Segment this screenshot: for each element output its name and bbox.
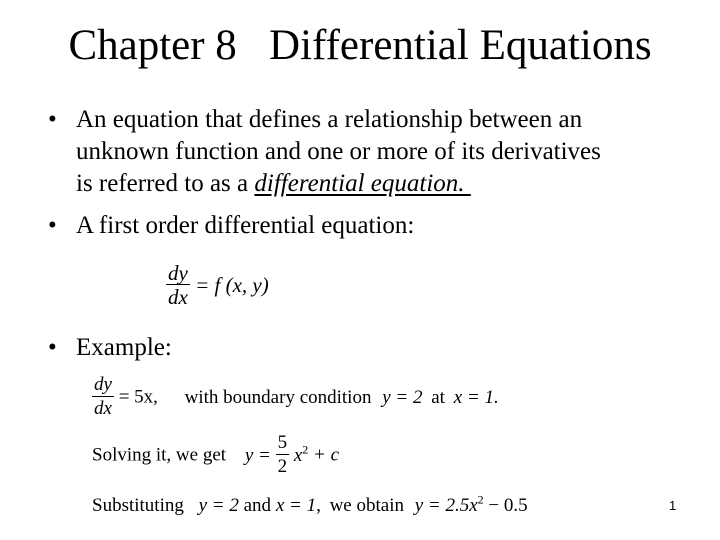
- substitute-x: x = 1,: [275, 495, 321, 516]
- fraction-denominator: dx: [94, 398, 112, 419]
- bullet-line: [76, 168, 696, 200]
- solving-label: Solving it, we get: [92, 444, 227, 466]
- example-line-2: [92, 432, 339, 479]
- bullet-marker: •: [48, 106, 57, 133]
- bullet-line: An equation that defines a relationship between an: [76, 106, 583, 133]
- boundary-y: y = 2: [382, 386, 423, 408]
- fraction-denominator: 2: [277, 456, 288, 477]
- slide-title: Chapter 8 Differential Equations: [68, 22, 652, 69]
- example-line-3: [92, 492, 528, 517]
- result-exponent: 2: [477, 492, 484, 507]
- solution-constant: + c: [313, 444, 340, 466]
- bullet-definition: [76, 104, 696, 200]
- and-word: and: [243, 495, 272, 516]
- fraction-numerator: 5: [277, 432, 288, 453]
- bullet-example: Example:: [76, 334, 172, 361]
- equation-rhs: = f (x, y): [195, 273, 269, 297]
- first-order-equation: [166, 262, 269, 309]
- substituting-label: Substituting: [92, 495, 184, 516]
- bullet-line: unknown function and one or more of its derivatives: [76, 138, 601, 165]
- result-lhs: y = 2.5x: [414, 495, 478, 516]
- fraction-numerator: dy: [168, 261, 188, 285]
- solution-exponent: 2: [302, 442, 309, 457]
- solution-fraction: [276, 432, 290, 479]
- derivative-fraction: [92, 374, 114, 421]
- page-number: 1: [669, 498, 677, 513]
- bullet-first-order: A first order differential equation:: [76, 212, 415, 239]
- bullet-marker: •: [48, 212, 57, 239]
- solution-lhs: y =: [244, 444, 271, 466]
- boundary-x: x = 1.: [453, 386, 499, 408]
- fraction-denominator: dx: [168, 285, 188, 309]
- obtain-label: we obtain: [329, 495, 404, 516]
- bullet-marker: •: [48, 334, 57, 361]
- term-differential-equation: differential equation.: [254, 170, 465, 197]
- at-word: at: [431, 386, 445, 408]
- substitute-y: y = 2: [198, 495, 239, 516]
- boundary-condition-label: with boundary condition: [184, 386, 372, 408]
- bullet-line-prefix: is referred to as a: [76, 170, 255, 197]
- fraction-numerator: dy: [94, 374, 112, 395]
- example-rhs: = 5x,: [118, 386, 158, 408]
- example-line-1: [92, 374, 499, 421]
- solution-variable: x: [293, 444, 303, 466]
- result-rhs: − 0.5: [488, 495, 528, 516]
- derivative-fraction: [166, 262, 190, 309]
